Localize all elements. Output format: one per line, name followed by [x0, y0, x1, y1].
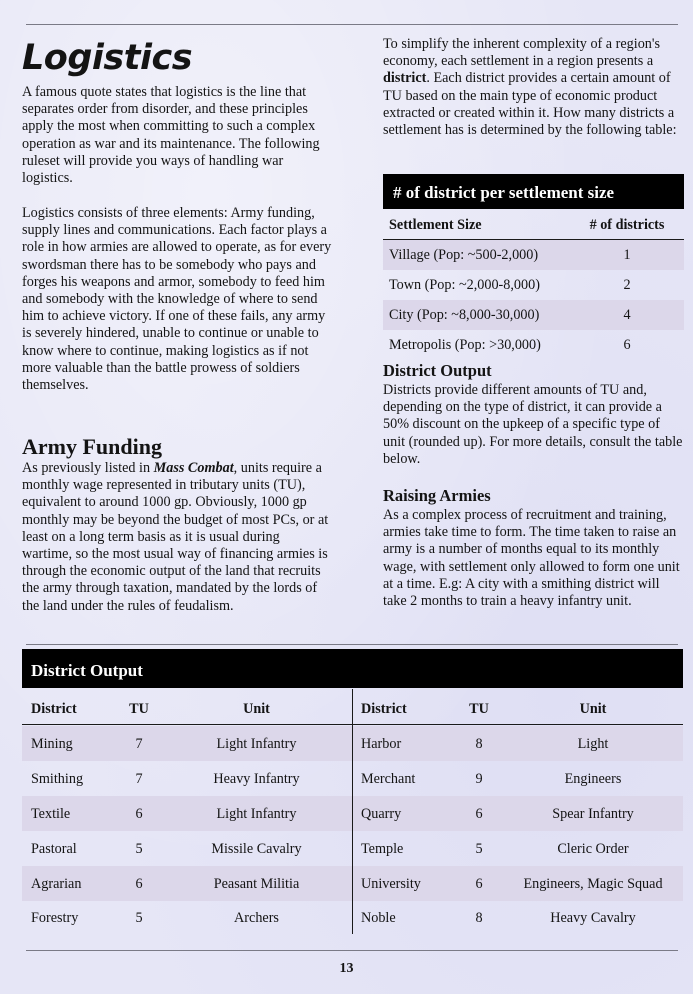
unit-cell: Missile Cavalry: [211, 841, 302, 857]
district-header: District: [31, 701, 77, 717]
tu-cell: 9: [475, 771, 483, 787]
unit-header: Unit: [579, 701, 607, 717]
tu-cell: 8: [475, 736, 483, 752]
unit-cell: Light: [577, 736, 609, 752]
tu-cell: 5: [135, 910, 143, 926]
tu-cell: 7: [135, 771, 143, 787]
unit-cell: Spear Infantry: [552, 806, 634, 822]
tu-cell: 8: [475, 910, 483, 926]
settlement-row: [383, 300, 684, 330]
district-term: district: [383, 70, 427, 87]
unit-cell: Engineers: [564, 771, 622, 787]
district-cell: Mining: [31, 736, 73, 752]
tu-cell: 5: [475, 841, 483, 857]
district-cell: Temple: [361, 841, 404, 857]
settlement-table-header: [383, 210, 684, 240]
tu-header: TU: [469, 701, 489, 717]
unit-header: Unit: [243, 701, 270, 717]
districts-count-header: # of districts: [589, 217, 665, 233]
settlement-table-title: # of district per settlement size: [383, 174, 684, 209]
raising-armies-paragraph: As a complex process of recruitment and training, armies take time to form. The time taken to raise an army is a number of months equal to its monthly wage, with settlement only allowed to form one unit at a time. E.g: A city with a smithing district will take 2 months to train a heavy infantry unit.: [383, 507, 680, 610]
district-cell: Noble: [361, 910, 396, 926]
bottom-rule: [26, 950, 678, 951]
district-output-heading: District Output: [383, 361, 492, 380]
district-output-paragraph: Districts provide different amounts of TU and, depending on the type of district, it can provide a 50% discount on the upkeep of a specific type of unit (rounded up). For more details, consult the table below.: [383, 382, 683, 467]
page-title: Logistics: [22, 38, 193, 78]
raising-armies-section: [383, 507, 685, 610]
district-cell: Harbor: [361, 736, 402, 752]
district-cell: University: [361, 876, 421, 892]
unit-cell: Heavy Cavalry: [550, 910, 636, 926]
settlement-size: Village (Pop: ~500-2,000): [389, 247, 539, 263]
tu-cell: 6: [475, 876, 483, 892]
district-table-title: District Output: [22, 649, 683, 688]
unit-cell: Peasant Militia: [213, 876, 300, 892]
district-intro-pre: To simplify the inherent complexity of a region's economy, each settlement in a region presents a: [383, 36, 660, 70]
district-count: 6: [623, 337, 631, 353]
logistics-elements: [22, 205, 332, 394]
army-funding-paragraph: [22, 460, 332, 615]
tu-cell: 6: [135, 806, 143, 822]
district-cell: Forestry: [31, 910, 79, 926]
tu-cell: 7: [135, 736, 143, 752]
raising-armies-heading: Raising Armies: [383, 486, 491, 505]
settlement-row: [383, 240, 684, 270]
army-funding-section: [22, 460, 332, 615]
settlement-row: [383, 330, 684, 360]
top-rule: [26, 24, 678, 25]
district-cell: Smithing: [31, 771, 84, 787]
tu-header: TU: [129, 701, 149, 717]
table-column-divider: [352, 689, 353, 934]
district-header: District: [361, 701, 407, 717]
unit-cell: Heavy Infantry: [213, 771, 300, 787]
mass-combat-reference: Mass Combat: [153, 460, 234, 476]
settlement-size: City (Pop: ~8,000-30,000): [389, 307, 540, 323]
district-cell: Quarry: [361, 806, 402, 822]
settlement-size: Metropolis (Pop: >30,000): [389, 337, 541, 353]
settlement-size: Town (Pop: ~2,000-8,000): [389, 277, 540, 293]
district-output-section: [383, 382, 685, 468]
district-count: 2: [623, 277, 631, 293]
district-cell: Merchant: [361, 771, 416, 787]
district-cell: Pastoral: [31, 841, 77, 857]
unit-cell: Light Infantry: [216, 736, 297, 752]
settlement-row: [383, 270, 684, 300]
elements-paragraph: Logistics consists of three elements: Army funding, supply lines and communications. Each factor plays a role in how armies are allowed to operate, as for every swordsman there has to be somebody who pays and forges his weapons and armor, somebody to feed him and somebody with the knowledge of where to send him to achieve victory. If one of these fails, any army is severely hindered, unable to continue or unable to know where to continue, making logistics as if not more valuable than the battle prowess of soldiers themselves.: [22, 205, 332, 394]
unit-cell: Cleric Order: [557, 841, 629, 857]
intro-paragraph: A famous quote states that logistics is the line that separates order from disorder, and these principles apply the most when committing to such a complex operation as war and its maintenance. The following ruleset will provide you ways of handling war logistics.: [22, 84, 320, 187]
section-rule: [26, 644, 678, 645]
af-text-post: , units require a monthly wage represented in tributary units (TU), equivalent to around 1000 gp. Obviously, 1000 gp monthly may be beyond the budget of most PCs, or at least on a long term basis as it is usual during wartime, so the most usual way of financing armies is through the economic output of the land that recruits the army through taxation, mandated by the lords of the land under the rules of feudalism.: [22, 460, 329, 614]
district-cell: Textile: [31, 806, 71, 822]
tu-cell: 6: [135, 876, 143, 892]
district-intro-paragraph: [383, 36, 685, 139]
settlement-size-header: Settlement Size: [389, 217, 482, 233]
army-funding-heading: Army Funding: [22, 434, 162, 459]
page-number: 13: [339, 961, 354, 976]
af-text-pre: As previously listed in: [22, 460, 154, 476]
tu-cell: 6: [475, 806, 483, 822]
tu-cell: 5: [135, 841, 143, 857]
district-count: 1: [623, 247, 631, 263]
district-intro: [383, 36, 685, 139]
district-cell: Agrarian: [31, 876, 82, 892]
logistics-intro: [22, 84, 332, 187]
district-count: 4: [623, 307, 631, 323]
unit-cell: Light Infantry: [216, 806, 297, 822]
unit-cell: Archers: [234, 910, 279, 926]
district-intro-post: . Each district provides a certain amount of TU based on the main type of economic product extracted or created within it. How many districts a settlement has is determined by the following table:: [383, 70, 677, 139]
unit-cell: Engineers, Magic Squad: [523, 876, 663, 892]
